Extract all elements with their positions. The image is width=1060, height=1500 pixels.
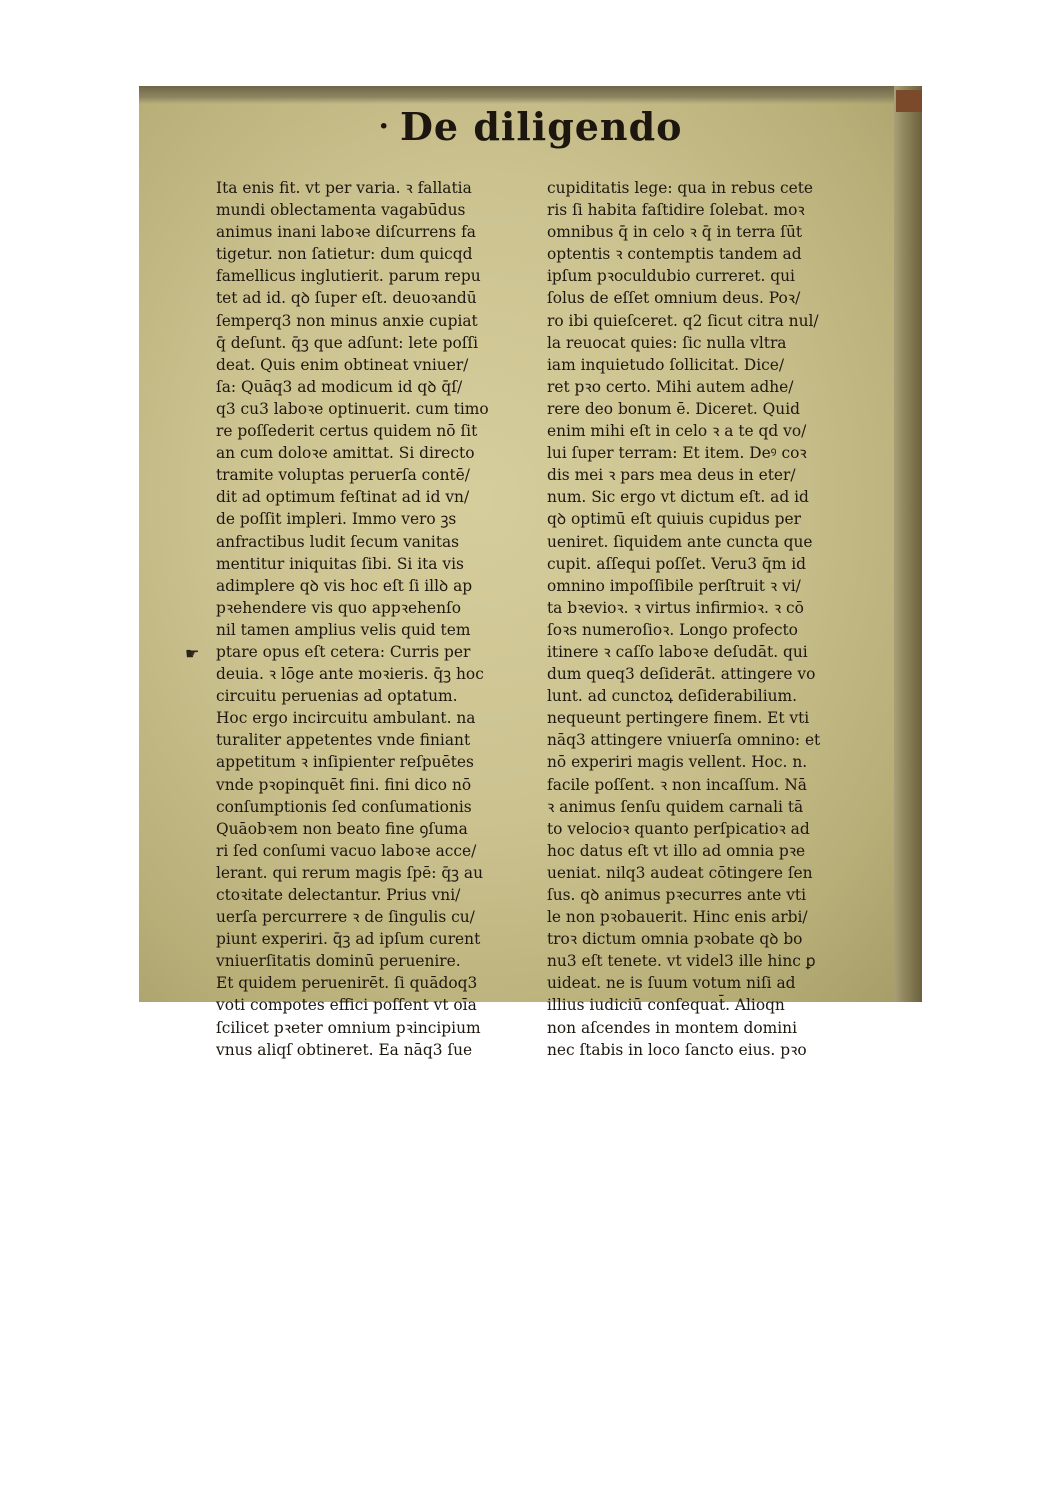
page-edge-right [894,86,922,1002]
text-line: vnde pꝛopinquēt fini. fini dico nō [216,775,472,794]
text-line: ſolus de eſſet omnium deus. Poꝛ/ [547,289,801,308]
text-line: cupiditatis lege: qua in rebus cete [547,179,814,197]
text-line: ret pꝛo certo. Mihi autem adhe/ [547,377,794,396]
text-line: deuia. ꝛ lōge ante moꝛieris. q̄ꝫ hoc [216,665,484,684]
margin-mark: ☛ [185,644,200,663]
text-line: animus inani laboꝛe diſcurrens fa [216,223,476,242]
text-line: ſoꝛs numeroſioꝛ. Longo profecto [547,620,798,639]
text-line: pꝛehendere vis quo appꝛehenſo [216,598,462,617]
running-head-text: De diligendo [399,104,683,149]
text-line: ſus. qꝺ animus pꝛecurres ante vti [547,886,807,904]
text-line: re poſſederit certus quidem nō ſit [216,422,478,441]
text-line: nil tamen amplius velis quid tem [216,620,471,639]
text-line: le non pꝛobauerit. Hinc enis arbi/ [547,908,808,927]
text-line: mentitur iniquitas ſibi. Si ita vis [216,554,464,573]
text-line: Et quidem peruenirēt. ſi quādoq3 [216,974,478,993]
text-line: ſcilicet pꝛeter omnium pꝛincipium [216,1018,481,1037]
left-column [216,177,536,1061]
text-line: nu3 eſt tenete. vt videl3 ille hinc ꝑ [547,952,816,971]
text-line: omnibus q̄ in celo ꝛ q̄ in terra ſūt [547,223,803,242]
text-line: ri ſed conſumi vacuo laboꝛe acce/ [216,841,477,860]
text-line: an cum doloꝛe amittat. Si directo [216,444,475,463]
text-line: de poſſit impleri. Immo vero ꝫs [216,510,457,529]
text-line: to velocioꝛ quanto perſpicatioꝛ ad [547,819,810,838]
text-line: lui ſuper terram: Et item. Deꝰ coꝛ [547,444,807,463]
right-column [547,177,867,1061]
text-line: ctoꝛitate delectantur. Prius vni/ [216,886,461,904]
text-line: circuitu peruenias ad optatum. [216,687,458,706]
text-line: lunt. ad cunctoꝝ deſiderabilium. [547,687,798,706]
text-line: appetitum ꝛ inſipienter reſpuētes [216,753,474,772]
text-line: facile poſſent. ꝛ non incaſſum. Nā [547,775,807,794]
text-line: famellicus inglutierit. parum repu [216,267,481,286]
text-line: nec ſtabis in loco ſancto eius. pꝛo [547,1040,807,1059]
text-line: iam inquietudo ſollicitat. Dice/ [547,355,785,374]
text-line: tet ad id. qꝺ ſuper eſt. deuoꝛandū [216,289,477,308]
text-line: nequeunt pertingere finem. Et vti [547,709,810,728]
text-line: optentis ꝛ contemptis tandem ad [547,245,802,264]
text-line: itinere ꝛ caſſo laboꝛe deſudāt. qui [547,642,808,661]
text-line: ſa: Quāq3 ad modicum id qꝺ q̄ſ/ [216,377,463,396]
text-line: ta bꝛevioꝛ. ꝛ virtus infirmioꝛ. ꝛ cō [547,598,804,617]
text-line: rere deo bonum ē. Diceret. Quid [547,399,800,418]
text-line: ptare opus eſt cetera: Curris per [216,642,471,661]
text-line: cupit. aſſequi poſſet. Veru3 q̄m id [547,554,806,573]
text-line: piunt experiri. q̄ꝫ ad ipſum curent [216,930,481,949]
text-line: tigetur. non ſatietur: dum quicqd [216,245,473,264]
text-line: ueniret. ſiquidem ante cuncta que [547,532,813,551]
text-line: conſumptionis ſed conſumationis [216,797,472,816]
text-line: uideat. ne is ſuum votum niſi ad [547,974,796,993]
text-line: dis mei ꝛ pars mea deus in eter/ [547,466,796,485]
page-edge-top [139,86,922,104]
text-line: ris ſi habita faſtidire ſolebat. moꝛ [547,201,805,220]
text-line: uerſa percurrere ꝛ de ſingulis cu/ [216,908,475,927]
text-line: turaliter appetentes vnde finiant [216,731,471,750]
text-line: Hoc ergo incircuitu ambulant. na [216,709,476,728]
text-line: hoc datus eſt vt illo ad omnia pꝛe [547,841,806,860]
text-line: enim mihi eſt in celo ꝛ a te qd vo/ [547,422,807,441]
text-line: nō experiri magis vellent. Hoc. n. [547,753,808,772]
text-line: Quāobꝛem non beato fine ꝯſuma [216,819,468,838]
text-line: q̄ deſunt. q̄ꝫ que adſunt: lete poſſi [216,333,479,352]
text-line: vnus aliqſ obtineret. Ea nāq3 ſue [216,1040,473,1059]
text-line: qꝺ optimū eſt quiuis cupidus per [547,510,801,529]
running-head [139,104,922,149]
text-line: vniuerſitatis dominū peruenire. [216,952,461,971]
text-line: dum queq3 deſiderāt. attingere vo [547,665,816,684]
text-line: non aſcendes in montem domini [547,1018,797,1037]
text-line: voti compotes effici poſſent vt oīa [216,996,477,1015]
text-line: omnino impoſſibile perſtruit ꝛ vi/ [547,576,801,595]
text-line: nāq3 attingere vniuerſa omnino: et [547,731,821,750]
text-line: la reuocat quies: ſic nulla vltra [547,333,787,352]
text-line: anfractibus ludit ſecum vanitas [216,532,460,551]
text-line: Ita enis fit. vt per varia. ꝛ fallatia [216,179,472,197]
text-line: adimplere qꝺ vis hoc eſt ſi illꝺ ap [216,576,473,595]
text-line: ꝛ animus ſenſu quidem carnali tā [547,797,804,816]
text-line: ueniat. nilq3 audeat cōtingere ſen [547,863,813,882]
text-line: ipſum pꝛoculdubio curreret. qui [547,267,795,286]
text-line: ro ibi quieſceret. q2 ſicut citra nul/ [547,311,819,330]
text-line: tramite voluptas peruerſa contē/ [216,466,470,485]
text-line: deat. Quis enim obtineat vniuer/ [216,355,469,374]
text-line: num. Sic ergo vt dictum eſt. ad id [547,488,809,507]
text-line: illius iudiciū conſequat̄. Alioqn [547,996,785,1015]
text-line: q3 cu3 laboꝛe optinuerit. cum timo [216,399,489,418]
page-scan [139,86,922,1059]
text-line: troꝛ dictum omnia pꝛobate qꝺ bo [547,930,803,949]
text-line: ſemperq3 non minus anxie cupiat [216,311,478,330]
text-line: lerant. qui rerum magis ſpē: q̄ꝫ au [216,863,484,882]
text-line: mundi oblectamenta vagabūdus [216,201,466,220]
ornament-dot: · [378,109,390,144]
text-line: dit ad optimum feſtinat ad id vn/ [216,488,470,507]
